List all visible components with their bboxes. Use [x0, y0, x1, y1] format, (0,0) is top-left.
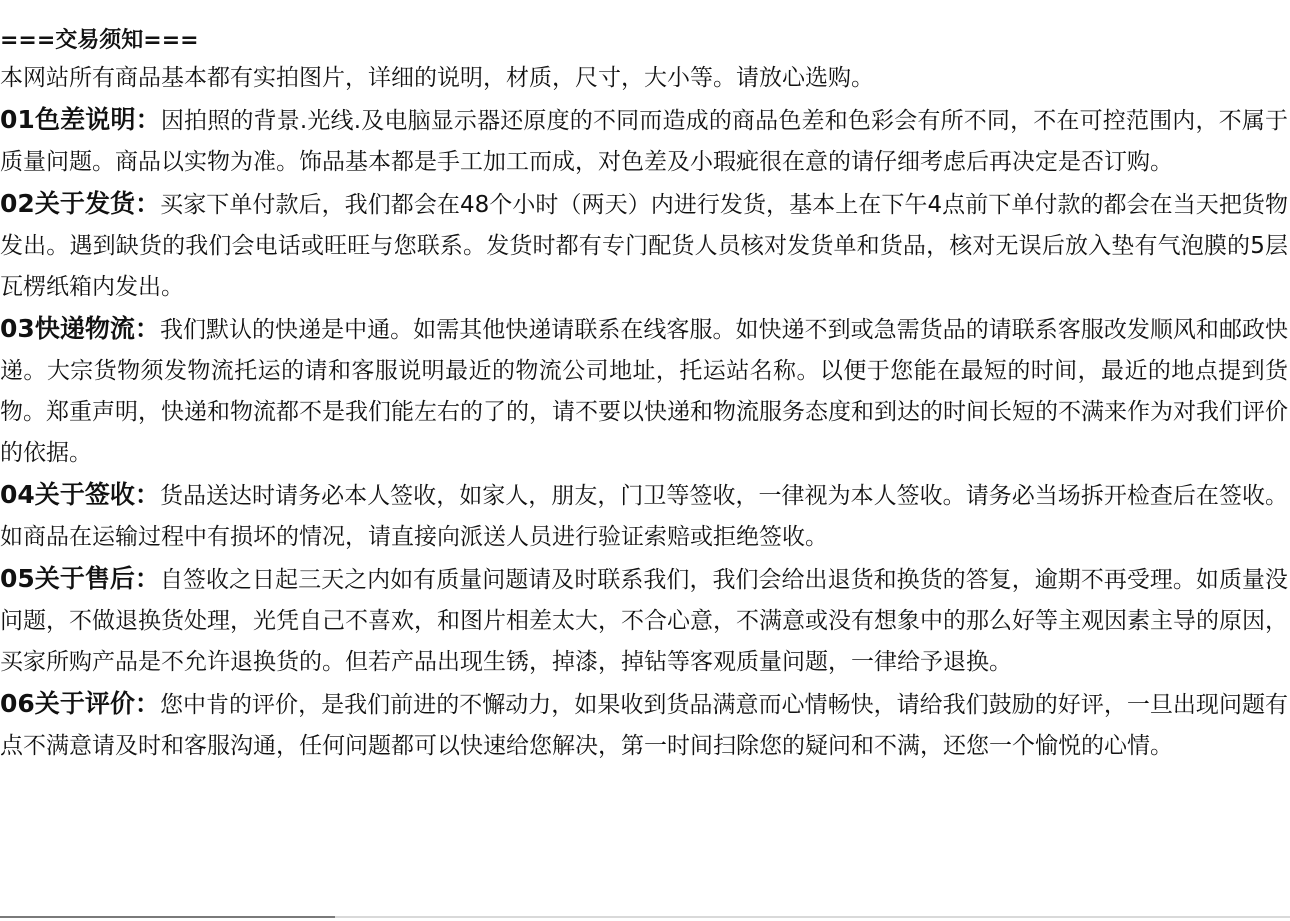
- section-colon: ：: [134, 689, 160, 718]
- section-colon: ：: [134, 314, 160, 343]
- section-color-difference: [0, 99, 1288, 183]
- section-after-sales: [0, 558, 1288, 683]
- section-colon: ：: [135, 189, 161, 218]
- scroll-progress-track[interactable]: [0, 916, 1290, 918]
- section-body: 我们默认的快递是中通。如需其他快递请联系在线客服。如快递不到或急需货品的请联系客服改发顺风和邮政快递。大宗货物须发物流托运的请和客服说明最近的物流公司地址，托运站名称。以便于您能在最短的时间，最近的地点提到货物。郑重声明，快递和物流都不是我们能左右的了的，请不要以快递和物流服务态度和到达的时间长短的不满来作为对我们评价的依据。: [0, 317, 1288, 466]
- section-heading: 06关于评价: [0, 689, 135, 718]
- section-body: 买家下单付款后，我们都会在48个小时（两天）内进行发货，基本上在下午4点前下单付款的都会在当天把货物发出。遇到缺货的我们会电话或旺旺与您联系。发货时都有专门配货人员核对发货单和货品，核对无误后放入垫有气泡膜的5层瓦楞纸箱内发出。: [0, 192, 1288, 300]
- section-heading: 02关于发货: [0, 189, 136, 218]
- notice-intro: 本网站所有商品基本都有实拍图片，详细的说明，材质，尺寸，大小等。请放心选购。: [0, 65, 874, 91]
- section-colon: ：: [135, 105, 161, 134]
- section-express-logistics: [0, 308, 1288, 474]
- section-colon: ：: [134, 480, 160, 509]
- section-receipt: [0, 474, 1288, 558]
- section-shipping: [0, 183, 1288, 308]
- section-review: [0, 683, 1288, 767]
- trade-notice: [0, 24, 1288, 767]
- scroll-progress-fill: [0, 916, 335, 918]
- section-body: 货品送达时请务必本人签收，如家人，朋友，门卫等签收，一律视为本人签收。请务必当场拆开检查后在签收。如商品在运输过程中有损坏的情况，请直接向派送人员进行验证索赔或拒绝签收。: [0, 483, 1288, 550]
- section-colon: ：: [134, 564, 160, 593]
- section-heading: 01色差说明: [0, 105, 136, 134]
- section-heading: 03快递物流: [0, 314, 135, 343]
- notice-title: ===交易须知===: [0, 28, 199, 53]
- section-body: 自签收之日起三天之内如有质量问题请及时联系我们，我们会给出退货和换货的答复，逾期不再受理。如质量没问题，不做退换货处理，光凭自己不喜欢，和图片相差太大，不合心意，不满意或没有想象中的那么好等主观因素主导的原因，买家所购产品是不允许退换货的。但若产品出现生锈，掉漆，掉钻等客观质量问题，一律给予退换。: [0, 567, 1288, 675]
- section-heading: 05关于售后: [0, 564, 135, 593]
- section-body: 因拍照的背景.光线.及电脑显示器还原度的不同而造成的商品色差和色彩会有所不同，不在可控范围内，不属于质量问题。商品以实物为准。饰品基本都是手工加工而成，对色差及小瑕疵很在意的请仔细考虑后再决定是否订购。: [0, 108, 1289, 175]
- section-heading: 04关于签收: [0, 480, 135, 509]
- section-body: 您中肯的评价，是我们前进的不懈动力，如果收到货品满意而心情畅快，请给我们鼓励的好评，一旦出现问题有点不满意请及时和客服沟通，任何问题都可以快速给您解决，第一时间扫除您的疑问和不满，还您一个愉悦的心情。: [0, 692, 1288, 759]
